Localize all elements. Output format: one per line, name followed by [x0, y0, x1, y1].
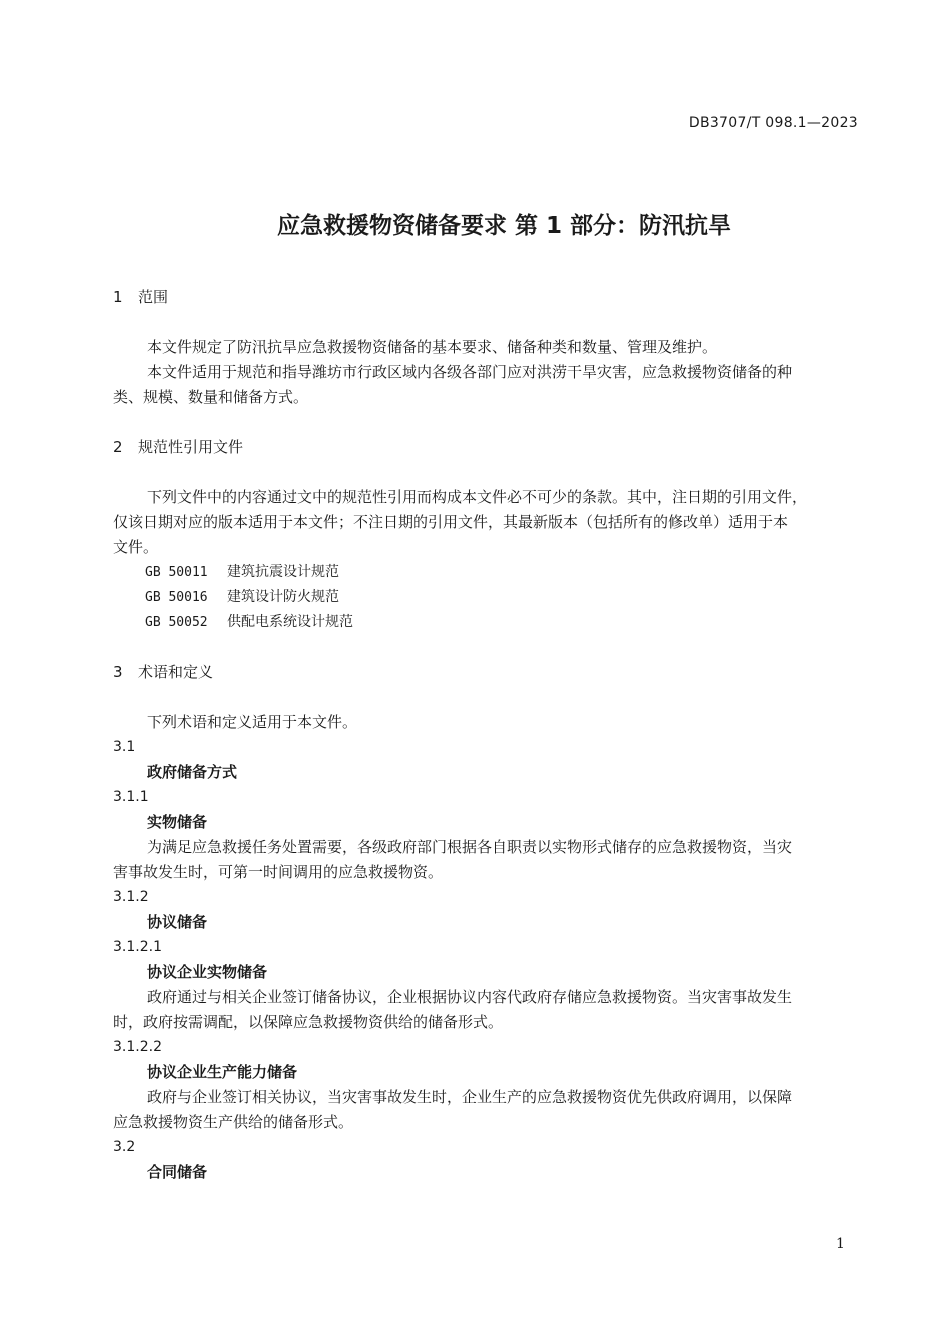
- section-number: 2: [113, 438, 123, 456]
- term-definition: 为满足应急救援任务处置需要，各级政府部门根据各自职责以实物形式储存的应急救援物资，当灾: [147, 838, 793, 856]
- reference-name: 建筑设计防火规范: [227, 589, 339, 605]
- document-code: DB3707/T 098.1—2023: [688, 115, 858, 131]
- term-number: 3.1: [113, 739, 136, 755]
- section-title: 范围: [138, 288, 169, 306]
- reference-item: [145, 563, 339, 582]
- term-number: 3.1.2: [113, 889, 149, 905]
- term-definition: 时，政府按需调配，以保障应急救援物资供给的储备形式。: [113, 1013, 504, 1031]
- term-name: 协议企业生产能力储备: [147, 1063, 298, 1081]
- section-title: 规范性引用文件: [138, 438, 244, 456]
- section-3-heading: [113, 663, 213, 681]
- term-name: 协议储备: [147, 913, 208, 931]
- section-title: 术语和定义: [138, 663, 214, 681]
- reference-item: [145, 613, 353, 632]
- reference-code: GB 50011: [145, 565, 208, 580]
- reference-code: GB 50016: [145, 590, 208, 605]
- section-number: 3: [113, 663, 123, 681]
- term-definition: 政府通过与相关企业签订储备协议，企业根据协议内容代政府存储应急救援物资。当灾害事故发生: [147, 988, 793, 1006]
- paragraph: 下列术语和定义适用于本文件。: [147, 713, 358, 731]
- section-number: 1: [113, 288, 123, 306]
- paragraph: 类、规模、数量和储备方式。: [113, 388, 309, 406]
- reference-item: [145, 588, 339, 607]
- paragraph: 仅该日期对应的版本适用于本文件；不注日期的引用文件，其最新版本（包括所有的修改单）适用于本: [113, 513, 789, 531]
- paragraph: 文件。: [113, 538, 159, 556]
- section-1-heading: [113, 288, 168, 306]
- term-number: 3.1.1: [113, 789, 149, 805]
- section-2-heading: [113, 438, 243, 456]
- term-name: 实物储备: [147, 813, 208, 831]
- document-title: 应急救援物资储备要求 第 1 部分：防汛抗旱: [276, 213, 732, 239]
- page-number: 1: [836, 1236, 845, 1252]
- term-number: 3.1.2.1: [113, 939, 162, 955]
- paragraph: 下列文件中的内容通过文中的规范性引用而构成本文件必不可少的条款。其中，注日期的引用文件，: [147, 488, 808, 506]
- term-definition: 害事故发生时，可第一时间调用的应急救援物资。: [113, 863, 444, 881]
- reference-name: 供配电系统设计规范: [227, 614, 353, 630]
- paragraph: 本文件适用于规范和指导潍坊市行政区域内各级各部门应对洪涝干旱灾害，应急救援物资储备的种: [147, 363, 793, 381]
- reference-code: GB 50052: [145, 615, 208, 630]
- term-number: 3.1.2.2: [113, 1039, 162, 1055]
- paragraph: 本文件规定了防汛抗旱应急救援物资储备的基本要求、储备种类和数量、管理及维护。: [147, 338, 718, 356]
- term-name: 协议企业实物储备: [147, 963, 268, 981]
- term-name: 合同储备: [147, 1163, 208, 1181]
- term-name: 政府储备方式: [147, 763, 238, 781]
- term-definition: 应急救援物资生产供给的储备形式。: [113, 1113, 354, 1131]
- term-number: 3.2: [113, 1139, 136, 1155]
- term-definition: 政府与企业签订相关协议，当灾害事故发生时，企业生产的应急救援物资优先供政府调用，以保障: [147, 1088, 793, 1106]
- reference-name: 建筑抗震设计规范: [227, 564, 339, 580]
